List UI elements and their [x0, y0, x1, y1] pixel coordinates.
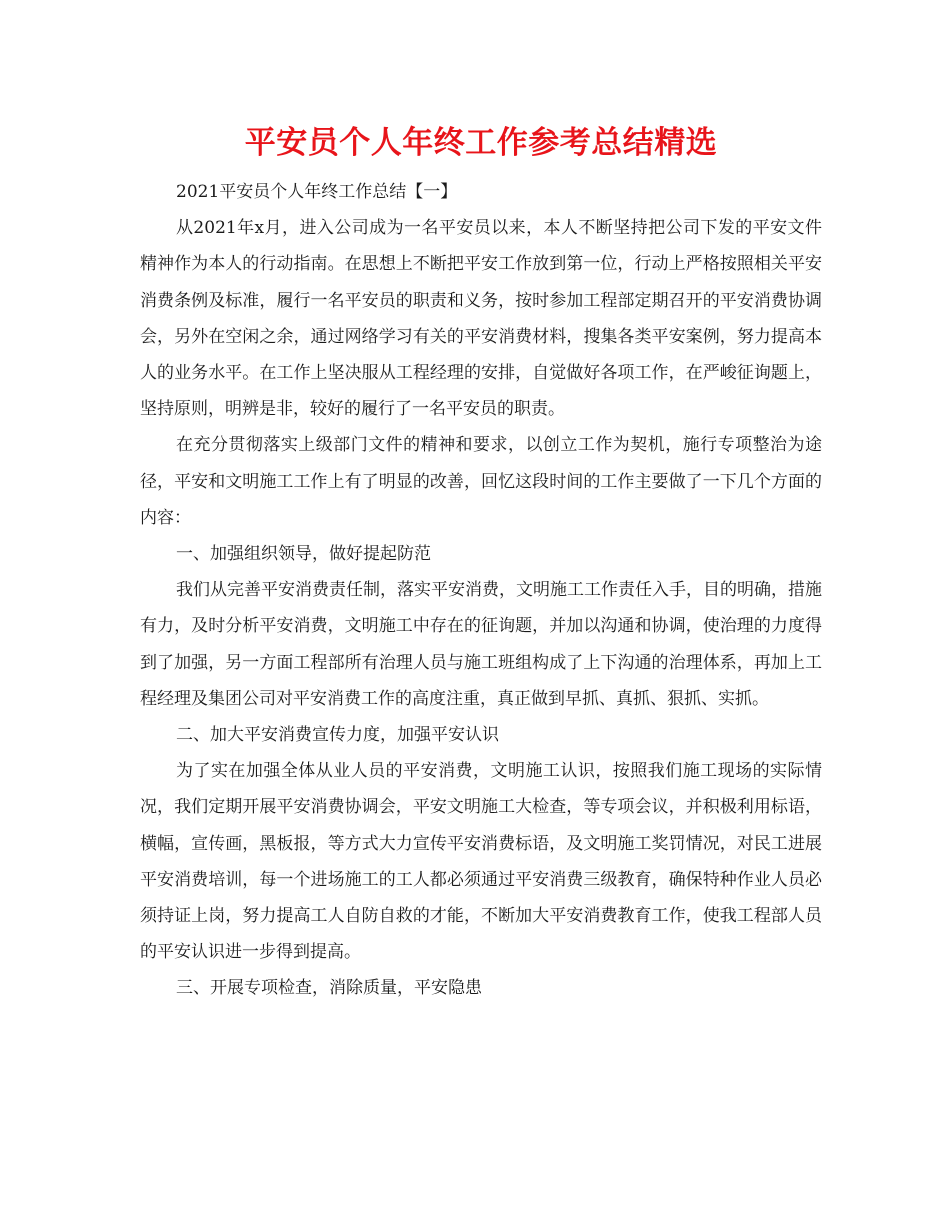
- paragraph-section-1: 我们从完善平安消费责任制，落实平安消费，文明施工工作责任入手，目的明确，措施有力，及时分析平安消费，文明施工中存在的征询题，并加以沟通和协调，使治理的力度得到了加强，另一方面工程部所有治理人员与施工班组构成了上下沟通的治理体系，再加上工程经理及集团公司对平安消费工作的高度注重，真正做到早抓、真抓、狠抓、实抓。: [140, 580, 822, 709]
- paragraph-intro: 从2021年x月，进入公司成为一名平安员以来，本人不断坚持把公司下发的平安文件精神作为本人的行动指南。在思想上不断把平安工作放到第一位，行动上严格按照相关平安消费条例及标准，履行一名平安员的职责和义务，按时参加工程部定期召开的平安消费协调会，另外在空闲之余，通过网络学习有关的平安消费材料，搜集各类平安案例，努力提高本人的业务水平。在工作上坚决服从工程经理的安排，自觉做好各项工作，在严峻征询题上，坚持原则，明辨是非，较好的履行了一名平安员的职责。: [140, 218, 822, 420]
- section-heading-1: 一、加强组织领导，做好提起防范: [176, 544, 431, 565]
- document-body: [140, 118, 822, 1007]
- paragraph-section-2: 为了实在加强全体从业人员的平安消费，文明施工认识，按照我们施工现场的实际情况，我们定期开展平安消费协调会，平安文明施工大检查，等专项会议，并积极利用标语，横幅，宣传画，黑板报，等方式大力宣传平安消费标语，及文明施工奖罚情况，对民工进展平安消费培训，每一个进场施工的工人都必须通过平安消费三级教育，确保特种作业人员必须持证上岗，努力提高工人自防自救的才能，不断加大平安消费教育工作，使我工程部人员的平安认识进一步得到提高。: [140, 761, 822, 963]
- paragraph-overview: 在充分贯彻落实上级部门文件的精神和要求，以创立工作为契机，施行专项整治为途径，平安和文明施工工作上有了明显的改善，回忆这段时间的工作主要做了一下几个方面的内容：: [140, 435, 822, 528]
- document-subtitle: 2021平安员个人年终工作总结【一】: [176, 182, 458, 202]
- section-heading-2: 二、加大平安消费宣传力度，加强平安认识: [176, 725, 499, 746]
- document-title: 平安员个人年终工作参考总结精选: [244, 125, 718, 161]
- section-heading-3: 三、开展专项检查，消除质量，平安隐患: [176, 978, 482, 999]
